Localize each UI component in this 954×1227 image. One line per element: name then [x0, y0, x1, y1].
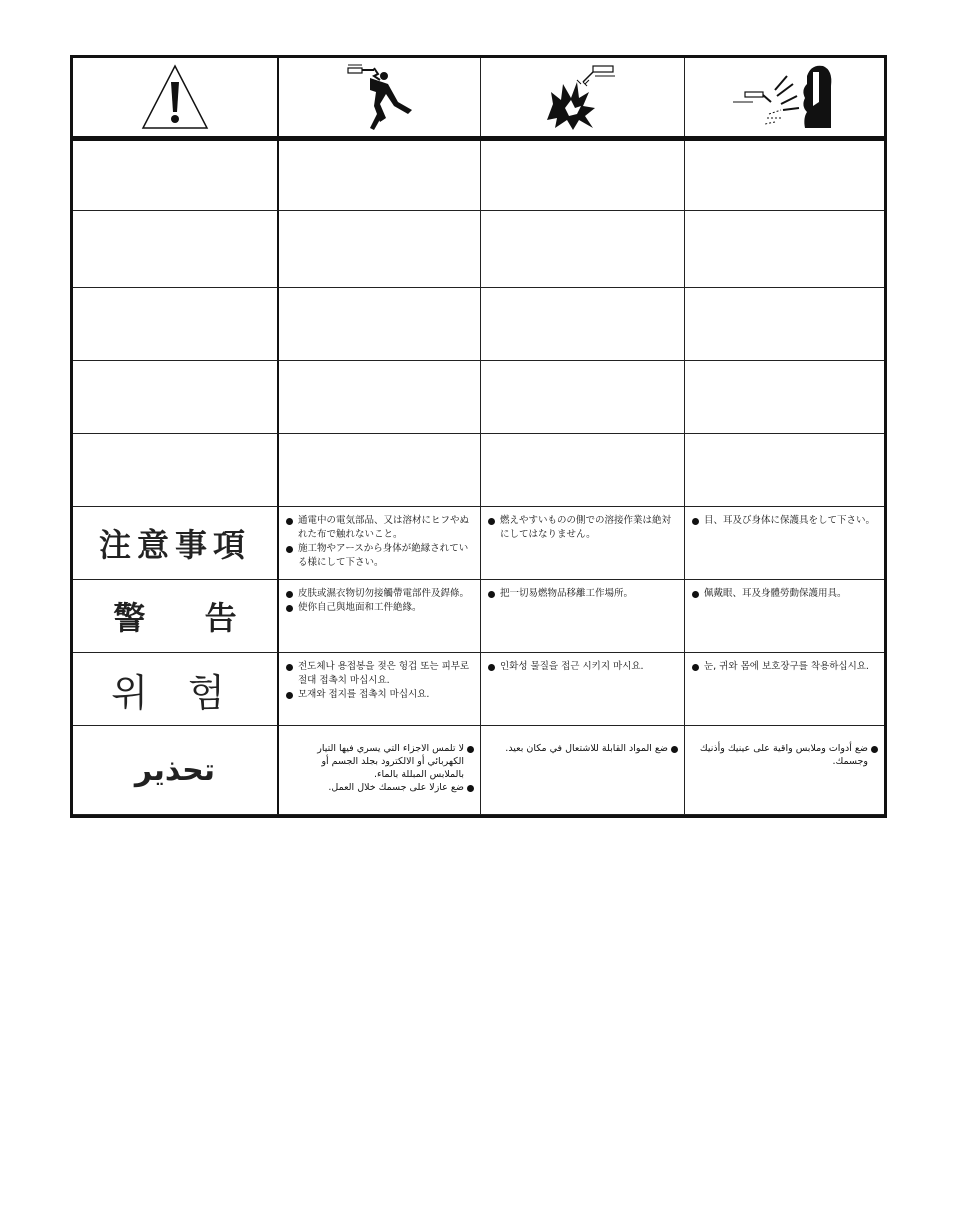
bullet-icon	[488, 591, 495, 598]
header-cell-warning	[73, 58, 279, 136]
empty-cell	[279, 361, 481, 434]
empty-cell	[481, 211, 685, 288]
empty-cell	[481, 361, 685, 434]
bullet-icon	[286, 664, 293, 671]
protection-warning-japanese	[685, 507, 884, 580]
list-item	[286, 514, 474, 542]
warning-text: ضع أدوات وملابس واقية على عينيك وأذنيك وجسمك.	[699, 743, 868, 767]
empty-cell	[685, 434, 884, 507]
empty-cell	[279, 141, 481, 211]
bullet-icon	[692, 664, 699, 671]
list-item	[287, 781, 474, 794]
empty-cell	[73, 141, 279, 211]
empty-cell	[279, 288, 481, 361]
header-cell-fire	[481, 58, 685, 136]
fire-warning-arabic	[481, 726, 685, 815]
empty-cell	[73, 434, 279, 507]
language-label-arabic: تحذير	[73, 726, 279, 815]
bullet-icon	[692, 591, 699, 598]
warning-text: لا تلمس الاجزاء التي يسري فيها التيار الكهربائي أو الالكترود بجلد الجسم أو بالملابس المبللة بالماء.	[317, 743, 464, 780]
multilingual-warning-table	[70, 55, 887, 818]
empty-cell	[279, 211, 481, 288]
language-label-korean: 위 험	[73, 653, 279, 726]
list-item	[286, 587, 474, 601]
empty-cell	[279, 434, 481, 507]
empty-cell	[685, 361, 884, 434]
shock-warning-chinese	[279, 580, 481, 653]
warning-text: 把一切易燃物品移離工作場所。	[500, 588, 634, 599]
shock-warning-japanese	[279, 507, 481, 580]
warning-text: 눈, 귀와 몸에 보호장구를 착용하십시요.	[704, 661, 869, 672]
language-label-japanese: 注意事項	[73, 507, 279, 580]
fire-warning-chinese	[481, 580, 685, 653]
header-cell-protection	[685, 58, 884, 136]
list-item	[692, 514, 878, 528]
empty-cell	[481, 141, 685, 211]
electric-shock-icon	[340, 62, 420, 132]
warning-text: 目、耳及び身体に保護具をして下さい。	[704, 515, 876, 526]
list-item	[286, 688, 474, 702]
shock-warning-korean	[279, 653, 481, 726]
warning-text: 인화성 물질을 접근 시키지 마시요.	[500, 661, 644, 672]
bullet-icon	[286, 591, 293, 598]
warning-text: 通電中の電気部品、又は溶材にヒフやぬれた布で触れないこと。	[298, 515, 470, 540]
warning-text: 施工物やアースから身体が絶縁されている様にして下さい。	[298, 543, 469, 568]
language-label-chinese: 警 告	[73, 580, 279, 653]
warning-text: 전도체나 용접봉을 젖은 헝겁 또는 피부로 절대 접촉치 마십시요.	[298, 661, 470, 686]
empty-cell	[685, 211, 884, 288]
warning-text: ضع عازلا على جسمك خلال العمل.	[328, 782, 464, 793]
warning-text: 佩戴眼、耳及身體勞動保護用具。	[704, 588, 847, 599]
bullet-icon	[871, 746, 878, 753]
bullet-icon	[286, 605, 293, 612]
bullet-icon	[671, 746, 678, 753]
warning-text: ضع المواد القابلة للاشتعال في مكان بعيد.	[505, 743, 668, 754]
shock-warning-arabic	[279, 726, 481, 815]
list-item	[286, 542, 474, 570]
protection-warning-chinese	[685, 580, 884, 653]
header-cell-shock	[279, 58, 481, 136]
bullet-icon	[286, 546, 293, 553]
list-item	[692, 660, 878, 674]
list-item	[286, 660, 474, 688]
explosion-fire-icon	[543, 62, 623, 132]
list-item	[488, 514, 678, 542]
warning-text: 燃えやすいものの側での溶接作業は絶対にしてはなりません。	[500, 515, 672, 540]
empty-cell	[73, 211, 279, 288]
list-item	[286, 601, 474, 615]
bullet-icon	[467, 746, 474, 753]
list-item	[693, 742, 878, 768]
empty-cell	[73, 361, 279, 434]
bullet-icon	[488, 664, 495, 671]
list-item	[489, 742, 678, 755]
empty-cell	[73, 288, 279, 361]
empty-cell	[481, 288, 685, 361]
list-item	[692, 587, 878, 601]
bullet-icon	[467, 785, 474, 792]
welding-helmet-protection-icon	[725, 62, 845, 132]
fire-warning-japanese	[481, 507, 685, 580]
warning-text: 皮肤或濕衣物切勿接觸帶電部件及銲條。	[298, 588, 470, 599]
fire-warning-korean	[481, 653, 685, 726]
warning-triangle-icon	[140, 62, 210, 132]
warning-text: 모재와 접지를 접촉치 마십시요.	[298, 689, 430, 700]
bullet-icon	[692, 518, 699, 525]
empty-cell	[685, 288, 884, 361]
list-item	[287, 742, 474, 781]
bullet-icon	[286, 518, 293, 525]
bullet-icon	[286, 692, 293, 699]
bullet-icon	[488, 518, 495, 525]
empty-cell	[481, 434, 685, 507]
list-item	[488, 660, 678, 674]
protection-warning-korean	[685, 653, 884, 726]
warning-text: 使你自己與地面和工件絶緣。	[298, 602, 422, 613]
list-item	[488, 587, 678, 601]
empty-cell	[685, 141, 884, 211]
protection-warning-arabic	[685, 726, 884, 815]
